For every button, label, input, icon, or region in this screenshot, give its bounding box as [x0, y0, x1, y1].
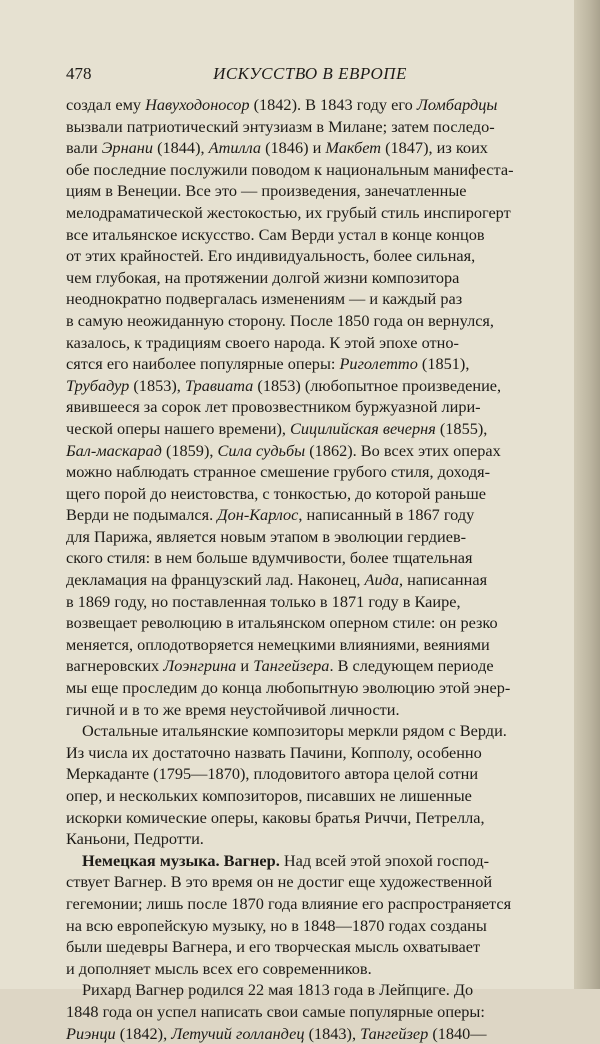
text-line: в 1869 году, но поставленная только в 1871 году в Каире, [66, 591, 461, 611]
text-line: создал ему Навуходоносор (1842). В 1843 году его Ломбардцы [66, 95, 498, 114]
text-line: опер, и нескольких композиторов, писавших не лишенные [66, 786, 472, 805]
text-line: декламация на французский лад. Наконец, Аида, написанная [66, 570, 488, 590]
text-line: для Парижа, является новым этапом в эволюции гердиев- [66, 526, 467, 546]
text-line: Остальные итальянские композиторы меркли рядом с Верди. [82, 721, 507, 741]
running-header [66, 64, 554, 86]
text-line: можно наблюдать странное смешение грубого стиля, доходя- [66, 462, 491, 482]
text-line: вагнеровских Лоэнгрина и Тангейзера. В следующем периоде [66, 656, 494, 676]
text-line: возвещает революцию в итальянском оперном стиле: он резко [66, 613, 498, 633]
text-line: Бал-маскарад (1859), Сила судьбы (1862). Во всех этих операх [66, 440, 501, 460]
text-line: меняется, оплодотворяется немецкими влияниями, веяниями [66, 634, 490, 654]
text-line: неоднократно подвергалась изменениям — и каждый раз [66, 289, 463, 309]
text-line: Трубадур (1853), Травиата (1853) (любопытное произведение, [66, 375, 502, 395]
text-line: были шедевры Вагнера, и его творческая мысль охватывает [66, 937, 481, 957]
book-edge [574, 0, 600, 989]
text-line: все итальянское искусство. Сам Верди устал в конце концов [66, 224, 485, 244]
text-line: ского стиля: в нем больше вдумчивости, более тщательная [66, 548, 473, 568]
section-heading-line: Немецкая музыка. Вагнер. Над всей этой эпохой господ- [82, 850, 490, 870]
text-line: ствует Вагнер. В это время он не достиг еще художественной [66, 872, 493, 892]
text-line: циям в Венеции. Все это — произведения, занечатленные [66, 181, 467, 201]
text-line: Каньони, Педротти. [66, 829, 204, 849]
text-line: Рихард Вагнер родился 22 мая 1813 года в Лейпциге. До [82, 980, 474, 1000]
text-line: явившееся за сорок лет провозвестником буржуазной лири- [66, 397, 481, 417]
text-line: гичной и в то же время неустойчивой личности. [66, 699, 400, 719]
text-line: и дополняет мысль всех его современников. [66, 958, 372, 978]
text-line: в самую неожиданную сторону. После 1850 года он вернулся, [66, 310, 494, 330]
running-title: ИСКУССТВО В ЕВРОПЕ [213, 64, 407, 83]
text-line: вали Эрнани (1844), Атилла (1846) и Макбет (1847), из коих [66, 138, 488, 158]
text-line: мы еще проследим до конца любопытную эволюцию этой энер- [66, 678, 511, 698]
text-line: щего порой до неистовства, с тонкостью, до которой раньше [66, 483, 486, 503]
page-number: 478 [66, 64, 92, 83]
body-text [66, 94, 564, 1044]
text-line: сятся его наиболее популярные оперы: Риголетто (1851), [66, 354, 470, 374]
text-line: обе последние послужили поводом к национальным манифеста- [66, 159, 514, 179]
text-line: чем глубокая, на протяжении долгой жизни композитора [66, 267, 460, 287]
text-line: Верди не подымался. Дон-Карлос, написанный в 1867 году [66, 505, 475, 525]
text-line: на всю европейскую музыку, но в 1848—1870 годах созданы [66, 915, 487, 935]
text-line: ческой оперы нашего времени), Сицилийская вечерня (1855), [66, 418, 488, 438]
text-line: вызвали патриотический энтузиазм в Милане; затем последо- [66, 116, 495, 136]
text-line: от этих крайностей. Его индивидуальность, более сильная, [66, 246, 476, 266]
text-line: мелодраматической жестокостью, их грубый стиль инспирогерт [66, 202, 511, 222]
text-line: казалось, к традициям своего народа. К этой эпохе отно- [66, 332, 459, 352]
text-line: Риэнци (1842), Летучий голландец (1843), Тангейзер (1840— [66, 1023, 487, 1043]
text-line: Меркаданте (1795—1870), плодовитого автора целой сотни [66, 764, 479, 784]
text-line: 1848 года он успел написать свои самые популярные оперы: [66, 1001, 485, 1021]
text-line: гегемонии; лишь после 1870 года влияние его распространяется [66, 893, 512, 913]
text-line: искорки комические оперы, каковы братья Риччи, Петрелла, [66, 807, 485, 827]
text-line: Из числа их достаточно назвать Пачини, Копполу, особенно [66, 742, 482, 762]
